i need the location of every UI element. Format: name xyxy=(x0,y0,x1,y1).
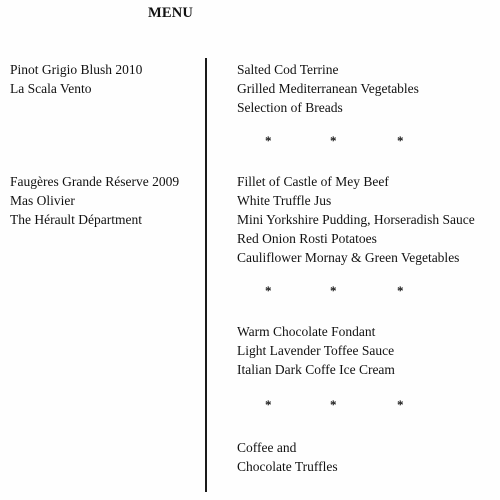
separator-star: * xyxy=(397,283,404,298)
wine-line: Pinot Grigio Blush 2010 xyxy=(10,62,143,77)
separator-star: * xyxy=(397,397,404,412)
dish-line: Cauliflower Mornay & Green Vegetables xyxy=(237,250,460,265)
wine-line: Faugères Grande Réserve 2009 xyxy=(10,174,180,189)
separator-star: * xyxy=(265,397,272,412)
dish-line: Grilled Mediterranean Vegetables xyxy=(237,81,419,96)
separator-star: * xyxy=(265,283,272,298)
dish-line: Fillet of Castle of Mey Beef xyxy=(237,174,389,189)
dish-line: Italian Dark Coffe Ice Cream xyxy=(237,362,395,377)
menu-title: MENU xyxy=(148,5,194,21)
dish-line: Light Lavender Toffee Sauce xyxy=(237,343,395,358)
wine-line: Mas Olivier xyxy=(10,193,75,208)
dish-line: Selection of Breads xyxy=(237,100,343,115)
dish-line: White Truffle Jus xyxy=(237,193,332,208)
separator-star: * xyxy=(330,133,337,148)
column-divider xyxy=(205,58,207,492)
dish-line: Coffee and xyxy=(237,440,297,455)
dish-line: Mini Yorkshire Pudding, Horseradish Sauce xyxy=(237,212,475,227)
wine-line: The Hérault Départment xyxy=(10,212,142,227)
dish-line: Salted Cod Terrine xyxy=(237,62,339,77)
dish-line: Red Onion Rosti Potatoes xyxy=(237,231,377,246)
course-separator xyxy=(0,283,500,299)
dish-line: Chocolate Truffles xyxy=(237,459,338,474)
wine-line: La Scala Vento xyxy=(10,81,92,96)
dish-line: Warm Chocolate Fondant xyxy=(237,324,376,339)
separator-star: * xyxy=(330,397,337,412)
separator-star: * xyxy=(330,283,337,298)
course-separator xyxy=(0,397,500,413)
course-separator xyxy=(0,133,500,149)
separator-star: * xyxy=(397,133,404,148)
separator-star: * xyxy=(265,133,272,148)
